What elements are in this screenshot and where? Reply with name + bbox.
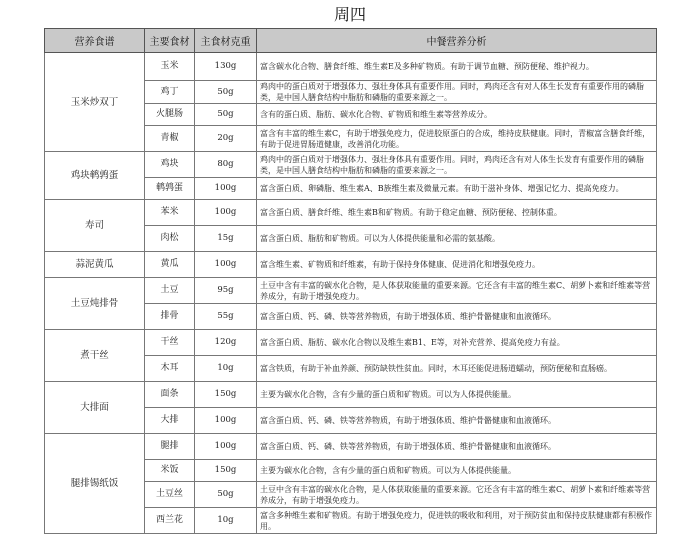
recipe-name: 寿司: [45, 200, 145, 252]
ingredient-name: 面条: [145, 382, 195, 408]
nutrition-analysis: 富含蛋白质、钙、磷、铁等营养物质，有助于增强体质、维护骨骼健康和血液循环。: [257, 434, 657, 460]
nutrition-analysis: 富含铁质，有助于补血养颜、预防缺铁性贫血。同时，木耳还能促进肠道蠕动，预防便秘和直肠癌。: [257, 356, 657, 382]
ingredient-grams: 50g: [195, 104, 257, 126]
ingredient-name: 排骨: [145, 304, 195, 330]
nutrition-analysis: 富含多种维生素和矿物质。有助于增强免疫力，促进铁的吸收和利用，对于预防贫血和保持皮肤健康都有积极作用。: [257, 508, 657, 534]
table-row: [45, 152, 657, 178]
nutrition-analysis: 含有的蛋白质、脂肪、碳水化合物、矿物质和维生素等营养成分。: [257, 104, 657, 126]
nutrition-analysis: 富含蛋白质、钙、磷、铁等营养物质，有助于增强体质、维护骨骼健康和血液循环。: [257, 408, 657, 434]
recipe-name: 玉米炒双丁: [45, 53, 145, 152]
nutrition-analysis: 主要为碳水化合物，含有少量的蛋白质和矿物质。可以为人体提供能量。: [257, 382, 657, 408]
recipe-name: 蒜泥黄瓜: [45, 252, 145, 278]
nutrition-analysis: 富含蛋白质、卵磷脂、维生素A、B族维生素及微量元素。有助于滋补身体、增强记忆力、提高免疫力。: [257, 178, 657, 200]
recipe-name: 腿排锡纸饭: [45, 434, 145, 534]
recipe-name: 鸡块鹌鹑蛋: [45, 152, 145, 200]
ingredient-name: 大排: [145, 408, 195, 434]
table-row: [45, 330, 657, 356]
ingredient-grams: 20g: [195, 126, 257, 152]
ingredient-name: 苯米: [145, 200, 195, 226]
table-row: [45, 434, 657, 460]
ingredient-name: 玉米: [145, 53, 195, 81]
recipe-name: 大排面: [45, 382, 145, 434]
nutrition-analysis: 鸡肉中的蛋白质对于增强体力、强壮身体具有重要作用。同时，鸡肉还含有对人体生长发育有重要作用的磷脂类，是中国人膳食结构中脂肪和磷脂的重要来源之一。: [257, 81, 657, 104]
header-analysis: 中餐营养分析: [257, 29, 657, 53]
nutrition-analysis: 鸡肉中的蛋白质对于增强体力、强壮身体具有重要作用。同时，鸡肉还含有对人体生长发育有重要作用的磷脂类，是中国人膳食结构中脂肪和磷脂的重要来源之一。: [257, 152, 657, 178]
nutrition-analysis: 富含有丰富的维生素C，有助于增强免疫力，促进胶原蛋白的合成，维持皮肤健康。同时，青椒富含膳食纤维，有助于促进胃肠道健康，改善消化功能。: [257, 126, 657, 152]
ingredient-name: 土豆: [145, 278, 195, 304]
table-row: [45, 252, 657, 278]
nutrition-analysis: 富含蛋白质、脂肪、碳水化合物以及维生素B1、E等，对补充营养、提高免疫力有益。: [257, 330, 657, 356]
ingredient-grams: 100g: [195, 434, 257, 460]
ingredient-grams: 50g: [195, 81, 257, 104]
table-row: [45, 200, 657, 226]
header-ingredient: 主要食材: [145, 29, 195, 53]
ingredient-name: 腿排: [145, 434, 195, 460]
nutrition-analysis: 主要为碳水化合物，含有少量的蛋白质和矿物质。可以为人体提供能量。: [257, 460, 657, 482]
page-title: 周四: [333, 5, 366, 24]
header-grams: 主食材克重: [195, 29, 257, 53]
recipe-name: 煮干丝: [45, 330, 145, 382]
nutrition-analysis: 富含蛋白质、脂肪和矿物质。可以为人体提供能量和必需的氨基酸。: [257, 226, 657, 252]
ingredient-name: 木耳: [145, 356, 195, 382]
table-row: [45, 382, 657, 408]
table-header-row: [45, 29, 657, 53]
ingredient-name: 鹌鹑蛋: [145, 178, 195, 200]
nutrition-analysis: 富含维生素、矿物质和纤维素，有助于保持身体健康、促进消化和增强免疫力。: [257, 252, 657, 278]
ingredient-grams: 55g: [195, 304, 257, 330]
nutrition-analysis: 土豆中含有丰富的碳水化合物，是人体获取能量的重要来源。它还含有丰富的维生素C、胡萝卜素和纤维素等营养成分，有助于增强免疫力。: [257, 278, 657, 304]
ingredient-name: 米饭: [145, 460, 195, 482]
nutrition-analysis: 土豆中含有丰富的碳水化合物，是人体获取能量的重要来源。它还含有丰富的维生素C、胡萝卜素和纤维素等营养成分，有助于增强免疫力。: [257, 482, 657, 508]
ingredient-grams: 120g: [195, 330, 257, 356]
ingredient-grams: 95g: [195, 278, 257, 304]
ingredient-name: 鸡块: [145, 152, 195, 178]
nutrition-analysis: 富含蛋白质、钙、磷、铁等营养物质，有助于增强体质、维护骨骼健康和血液循环。: [257, 304, 657, 330]
ingredient-grams: 15g: [195, 226, 257, 252]
header-recipe: 营养食谱: [45, 29, 145, 53]
ingredient-name: 干丝: [145, 330, 195, 356]
nutrition-analysis: 富含碳水化合物、膳食纤维、维生素E及多种矿物质。有助于调节血糖、预防便秘、维护视力。: [257, 53, 657, 81]
ingredient-name: 黄瓜: [145, 252, 195, 278]
ingredient-grams: 50g: [195, 482, 257, 508]
table-row: [45, 53, 657, 81]
ingredient-name: 西兰花: [145, 508, 195, 534]
ingredient-grams: 10g: [195, 356, 257, 382]
ingredient-grams: 100g: [195, 408, 257, 434]
ingredient-grams: 150g: [195, 382, 257, 408]
recipe-name: 土豆炖排骨: [45, 278, 145, 330]
ingredient-grams: 10g: [195, 508, 257, 534]
nutrition-table: [44, 28, 657, 534]
ingredient-name: 青椒: [145, 126, 195, 152]
nutrition-analysis: 富含蛋白质、膳食纤维、维生素B和矿物质。有助于稳定血糖、预防便秘、控制体重。: [257, 200, 657, 226]
ingredient-grams: 100g: [195, 200, 257, 226]
ingredient-name: 土豆丝: [145, 482, 195, 508]
ingredient-name: 鸡丁: [145, 81, 195, 104]
ingredient-name: 火腿肠: [145, 104, 195, 126]
ingredient-grams: 100g: [195, 178, 257, 200]
ingredient-grams: 80g: [195, 152, 257, 178]
ingredient-grams: 100g: [195, 252, 257, 278]
ingredient-grams: 150g: [195, 460, 257, 482]
ingredient-name: 肉松: [145, 226, 195, 252]
ingredient-grams: 130g: [195, 53, 257, 81]
table-row: [45, 278, 657, 304]
